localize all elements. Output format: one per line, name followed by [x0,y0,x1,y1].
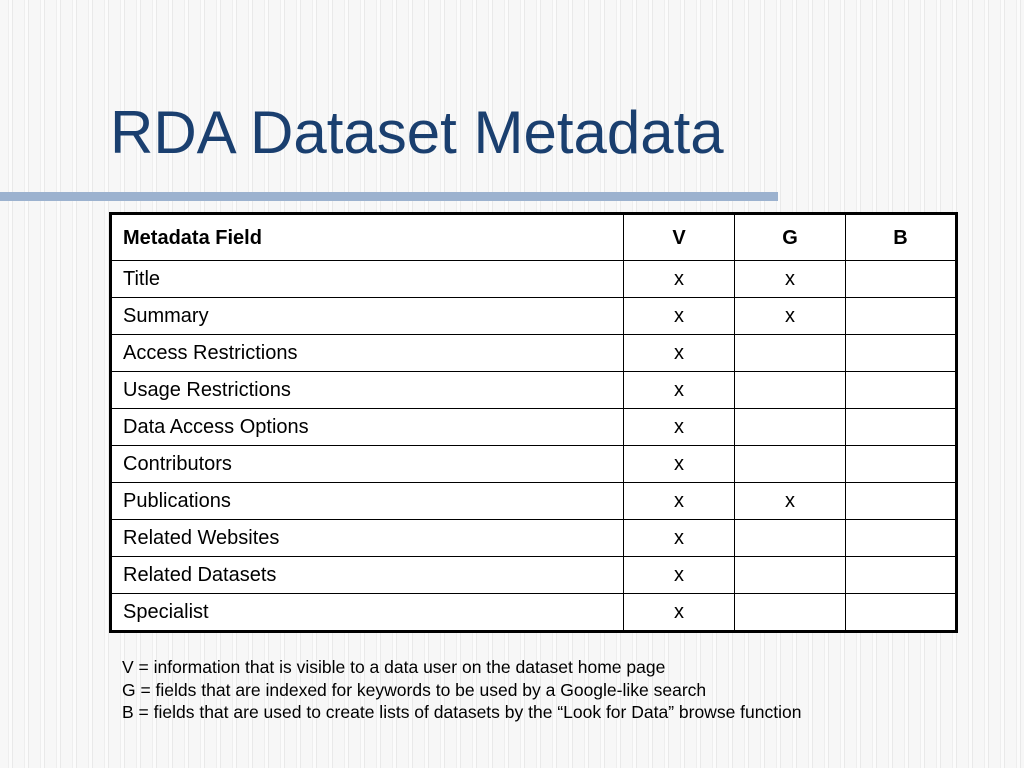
field-name-cell: Related Datasets [111,557,624,594]
table-row [111,409,957,446]
slide-title: RDA Dataset Metadata [110,99,724,166]
table-row [111,483,957,520]
table-row [111,298,957,335]
header-metadata-field: Metadata Field [111,214,624,261]
title-underline-bar [0,192,778,201]
field-name-cell: Access Restrictions [111,335,624,372]
legend-note-v: V = information that is visible to a data user on the dataset home page [122,657,666,677]
b-cell [846,483,957,520]
g-cell [735,594,846,632]
table-row [111,335,957,372]
v-cell: x [624,446,735,483]
field-name-cell: Summary [111,298,624,335]
field-name-cell: Usage Restrictions [111,372,624,409]
metadata-table [109,212,958,633]
g-cell [735,335,846,372]
table-row [111,261,957,298]
header-v: V [624,214,735,261]
b-cell [846,594,957,632]
g-cell: x [735,298,846,335]
b-cell [846,372,957,409]
v-cell: x [624,557,735,594]
v-cell: x [624,483,735,520]
legend-note-b: B = fields that are used to create lists of datasets by the “Look for Data” browse function [122,702,802,722]
header-g: G [735,214,846,261]
b-cell [846,557,957,594]
b-cell [846,409,957,446]
field-name-cell: Related Websites [111,520,624,557]
v-cell: x [624,335,735,372]
field-name-cell: Specialist [111,594,624,632]
field-name-cell: Publications [111,483,624,520]
g-cell [735,372,846,409]
v-cell: x [624,372,735,409]
b-cell [846,261,957,298]
v-cell: x [624,261,735,298]
g-cell [735,446,846,483]
g-cell: x [735,261,846,298]
table-row [111,372,957,409]
b-cell [846,298,957,335]
v-cell: x [624,520,735,557]
v-cell: x [624,594,735,632]
b-cell [846,446,957,483]
v-cell: x [624,298,735,335]
b-cell [846,335,957,372]
table-header-row [111,214,957,261]
field-name-cell: Title [111,261,624,298]
g-cell: x [735,483,846,520]
header-b: B [846,214,957,261]
table-row [111,557,957,594]
v-cell: x [624,409,735,446]
field-name-cell: Data Access Options [111,409,624,446]
b-cell [846,520,957,557]
legend-notes [122,656,801,724]
table-row [111,446,957,483]
g-cell [735,520,846,557]
table-row [111,594,957,632]
table-row [111,520,957,557]
g-cell [735,557,846,594]
field-name-cell: Contributors [111,446,624,483]
legend-note-g: G = fields that are indexed for keywords to be used by a Google-like search [122,679,707,700]
g-cell [735,409,846,446]
